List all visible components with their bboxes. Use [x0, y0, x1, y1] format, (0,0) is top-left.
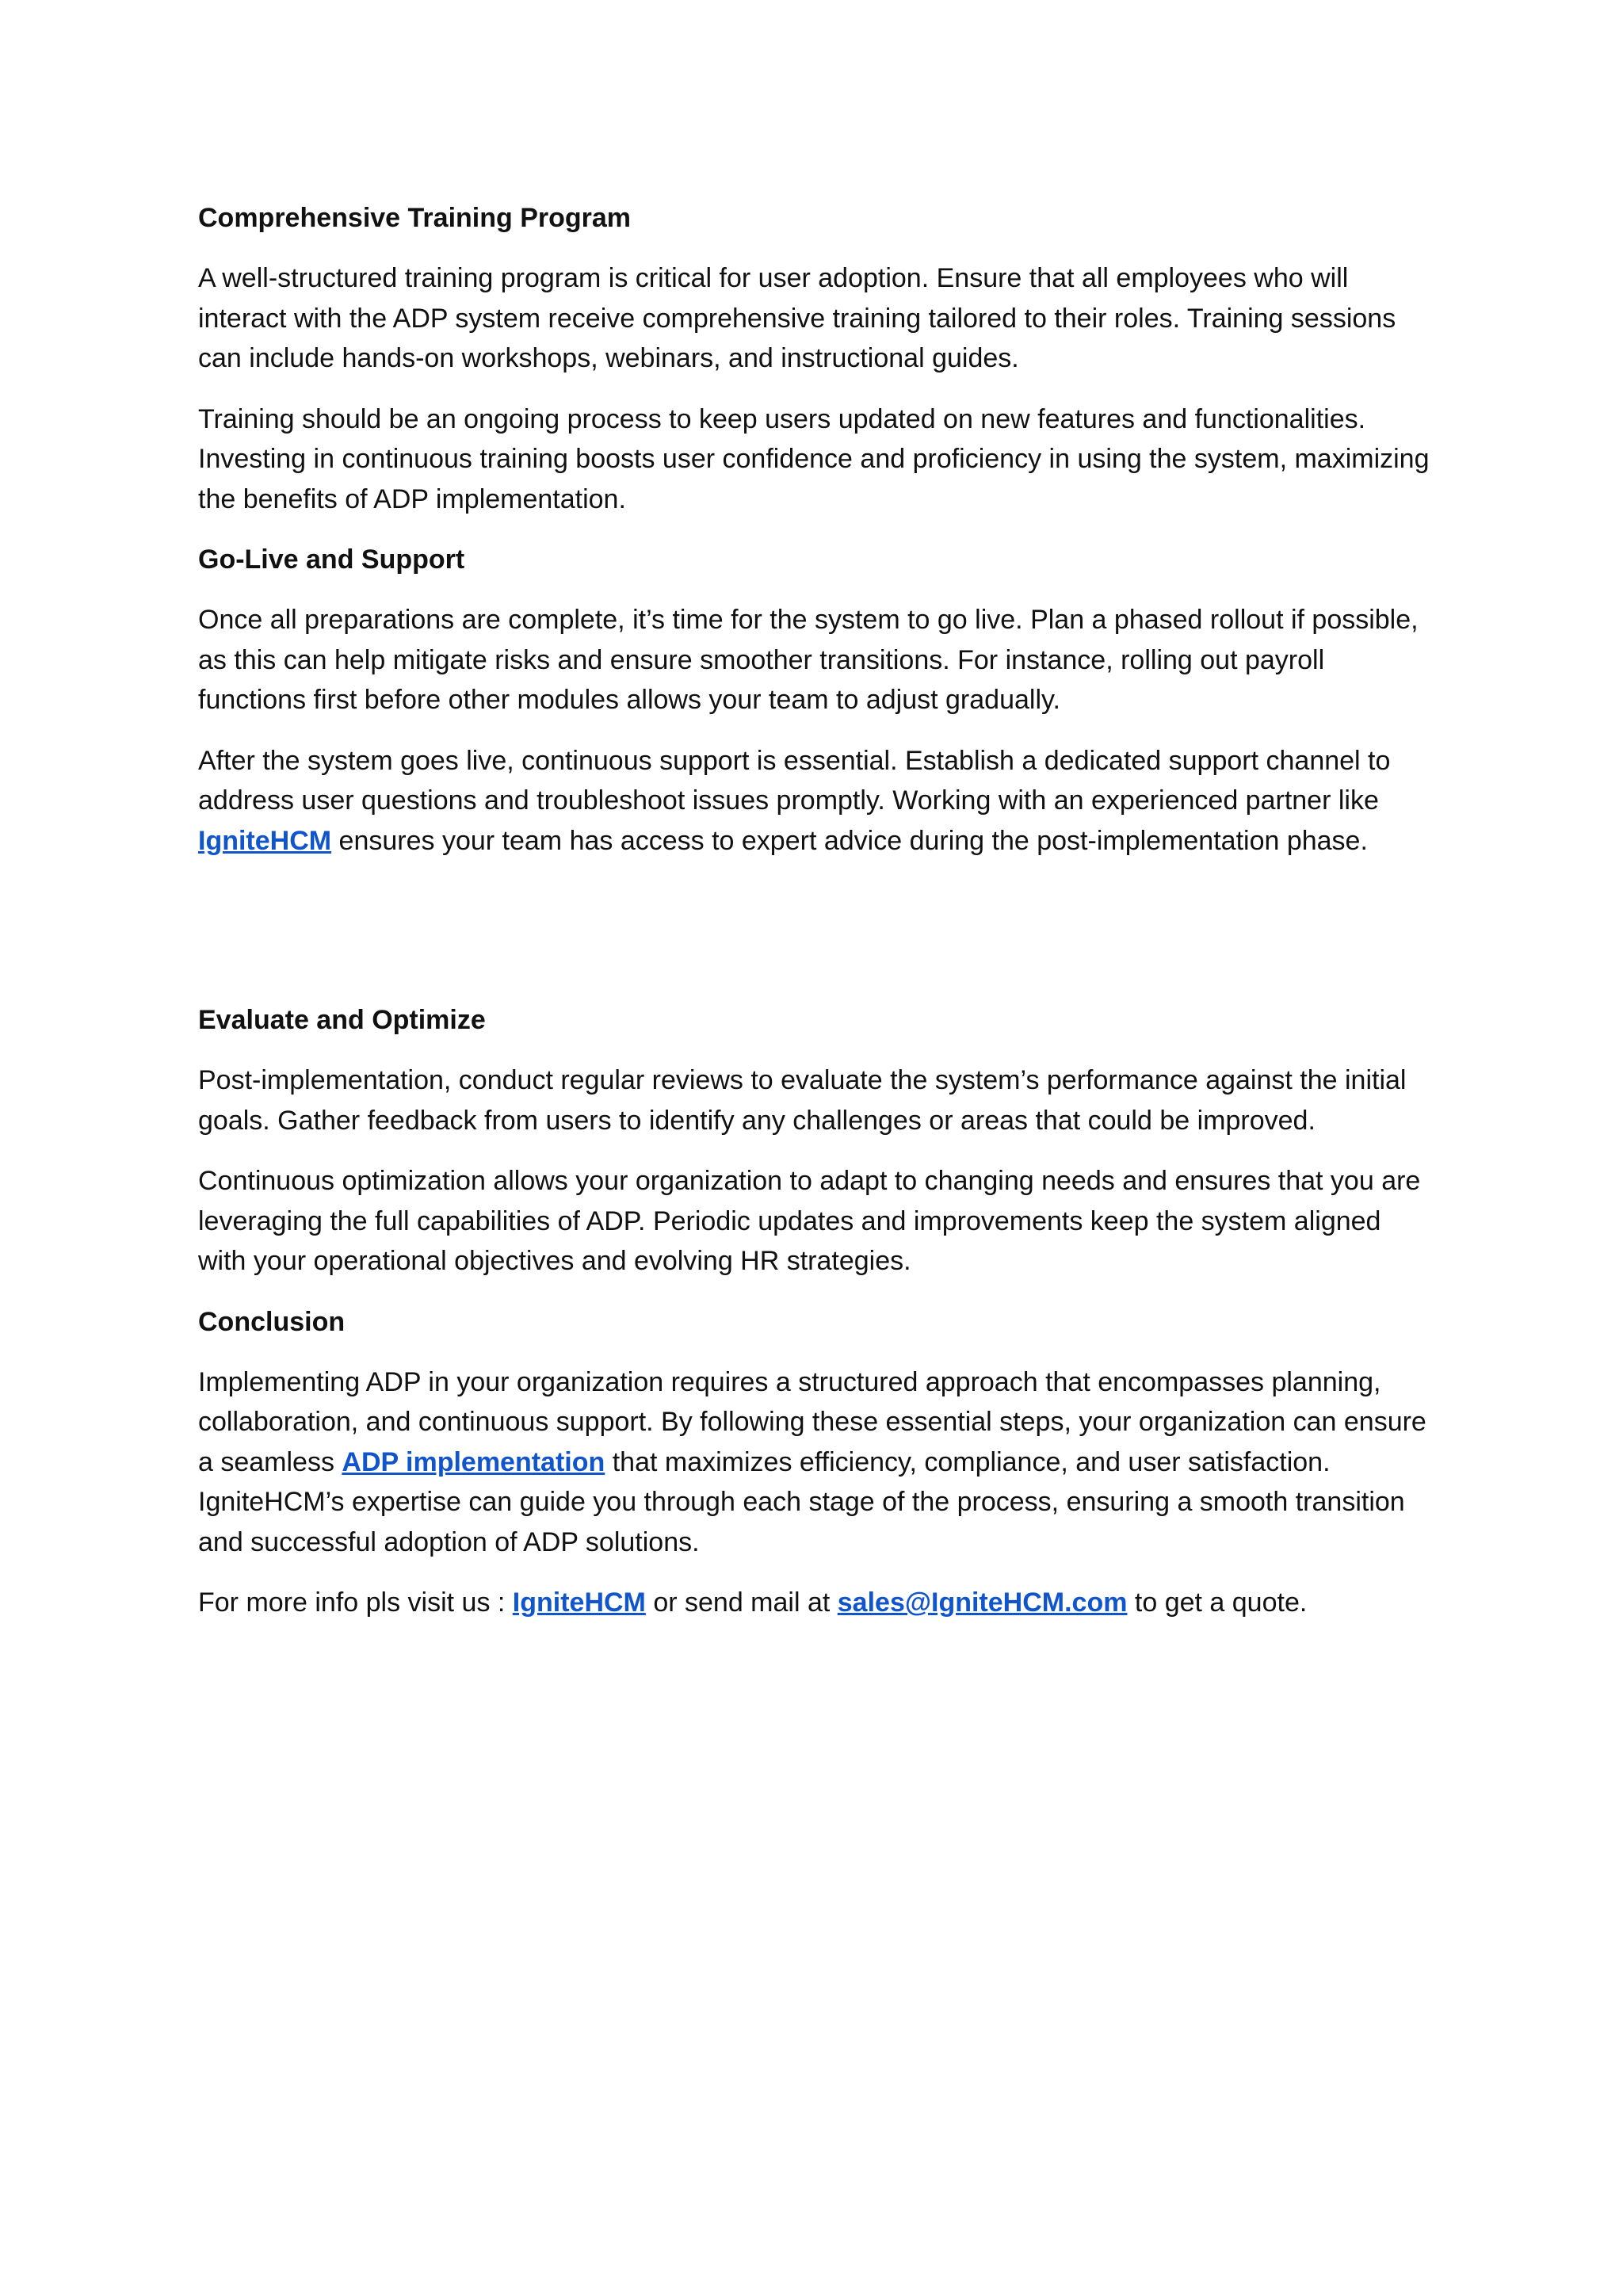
section-spacer	[198, 881, 1434, 1000]
paragraph-evaluate-1: Post-implementation, conduct regular reviews to evaluate the system’s performance against the initial goals. Gather feedback from users to identify any challenges or areas that could be improved.	[198, 1065, 1407, 1136]
heading-evaluate: Evaluate and Optimize	[198, 1005, 486, 1035]
document-page	[198, 198, 1434, 1644]
paragraph-conclusion-1-text-b: that maximizes efficiency, compliance, and user satisfaction. IgniteHCM’s expertise can guide you through each stage of the process, ensuring a smooth transition and successful adoption of ADP solutions.	[198, 1446, 1405, 1557]
paragraph-evaluate-2: Continuous optimization allows your organization to adapt to changing needs and ensures that you are leveraging the full capabilities of ADP. Periodic updates and improvements keep the system aligned with your operational objectives and evolving HR strategies.	[198, 1166, 1421, 1276]
heading-training: Comprehensive Training Program	[198, 203, 632, 233]
link-adp-implementation[interactable]: ADP implementation	[342, 1446, 605, 1477]
paragraph-conclusion-1-text-a: Implementing ADP in your organization requires a structured approach that encompasses planning, collaboration, and continuous support. By following these essential steps, your organization can ensure a seamless	[198, 1366, 1426, 1477]
paragraph-conclusion-2-text-c: to get a quote.	[1127, 1587, 1308, 1618]
link-ignitehcm[interactable]: IgniteHCM	[198, 825, 332, 856]
paragraph-go-live-1: Once all preparations are complete, it’s time for the system to go live. Plan a phased rollout if possible, as this can help mitigate risks and ensure smoother transitions. For instance, rolling out payroll functions first before other modules allows your team to adjust gradually.	[198, 605, 1419, 715]
paragraph-go-live-2-text-a: After the system goes live, continuous support is essential. Establish a dedicated support channel to address user questions and troubleshoot issues promptly. Working with an experienced partner like	[198, 745, 1391, 816]
paragraph-go-live-2-text-b: ensures your team has access to expert advice during the post-implementation phase.	[331, 825, 1368, 856]
paragraph-conclusion-1	[198, 1362, 1434, 1563]
paragraph-conclusion-2	[198, 1583, 1434, 1623]
paragraph-conclusion-2-text-b: or send mail at	[645, 1587, 838, 1618]
paragraph-go-live-2	[198, 741, 1434, 861]
paragraph-training-1: A well-structured training program is critical for user adoption. Ensure that all employees who will interact with the ADP system receive comprehensive training tailored to their roles. Training sessions can include hands-on workshops, webinars, and instructional guides.	[198, 263, 1396, 373]
heading-conclusion: Conclusion	[198, 1306, 346, 1337]
paragraph-training-2: Training should be an ongoing process to keep users updated on new features and functionalities. Investing in continuous training boosts user confidence and proficiency in using the system, maximizing the benefits of ADP implementation.	[198, 403, 1430, 514]
paragraph-conclusion-2-text-a: For more info pls visit us :	[198, 1587, 513, 1618]
heading-go-live: Go-Live and Support	[198, 544, 465, 575]
link-ignitehcm-visit[interactable]: IgniteHCM	[512, 1587, 646, 1618]
link-sales-email[interactable]: sales@IgniteHCM.com	[837, 1587, 1128, 1618]
